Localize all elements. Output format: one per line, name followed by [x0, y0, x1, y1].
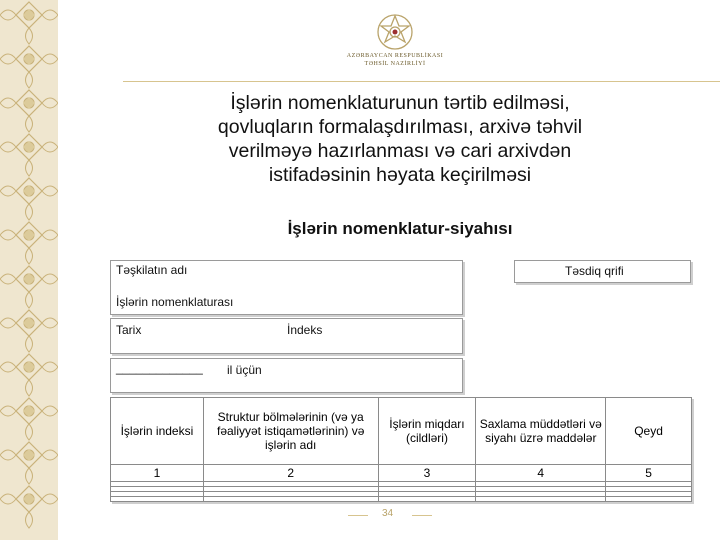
- table-number-row: [111, 465, 692, 482]
- nomenclature-table: [110, 397, 692, 502]
- emblem-icon: [375, 12, 415, 52]
- column-number: 2: [203, 465, 378, 482]
- header-divider: [123, 81, 720, 82]
- title-line: qovluqların formalaşdırılması, arxivə təhvil: [217, 116, 583, 138]
- logo-line-1: AZƏRBAYCAN RESPUBLİKASI: [346, 53, 444, 59]
- approval-box: [514, 260, 691, 283]
- page-number: 34: [382, 508, 394, 519]
- section-subtitle: İşlərin nomenklatur-siyahısı: [287, 219, 513, 238]
- year-box: [110, 358, 463, 393]
- approval-label: Təsdiq qrifi: [565, 264, 624, 278]
- nomenclature-label: İşlərin nomenklaturası: [116, 295, 234, 309]
- organization-box: [110, 260, 463, 315]
- year-label: il üçün: [227, 363, 262, 377]
- column-header: Saxlama müddətləri və siyahı üzrə maddələr: [476, 398, 606, 465]
- page-title: [120, 91, 680, 187]
- column-header: Qeyd: [606, 398, 692, 465]
- page-number-rule-right: [412, 515, 432, 516]
- title-line: İşlərin nomenklaturunun tərtib edilməsi,: [230, 92, 570, 114]
- column-number: 4: [476, 465, 606, 482]
- column-number: 1: [111, 465, 204, 482]
- column-number: 3: [378, 465, 476, 482]
- title-line: istifadəsinin həyata keçirilməsi: [268, 164, 532, 186]
- column-header: Struktur bölmələrinin (və ya fəaliyyət istiqamətlərinin) və işlərin adı: [203, 398, 378, 465]
- column-header: İşlərin indeksi: [111, 398, 204, 465]
- year-blank: _____________: [116, 361, 203, 375]
- column-header: İşlərin miqdarı (cildləri): [378, 398, 476, 465]
- table-row: [111, 497, 692, 502]
- page-number-rule-left: [348, 515, 368, 516]
- ministry-logo: [340, 12, 450, 68]
- index-label: İndeks: [287, 323, 323, 337]
- logo-line-2: TƏHSİL NAZİRLİYİ: [364, 61, 426, 67]
- org-name-label: Təşkilatın adı: [116, 263, 188, 277]
- column-number: 5: [606, 465, 692, 482]
- date-index-box: [110, 318, 463, 354]
- table-header-row: [111, 398, 692, 465]
- title-line: verilməyə hazırlanması və cari arxivdən: [228, 140, 572, 162]
- date-label: Tarix: [116, 323, 142, 337]
- decorative-ornament-strip: [0, 0, 58, 540]
